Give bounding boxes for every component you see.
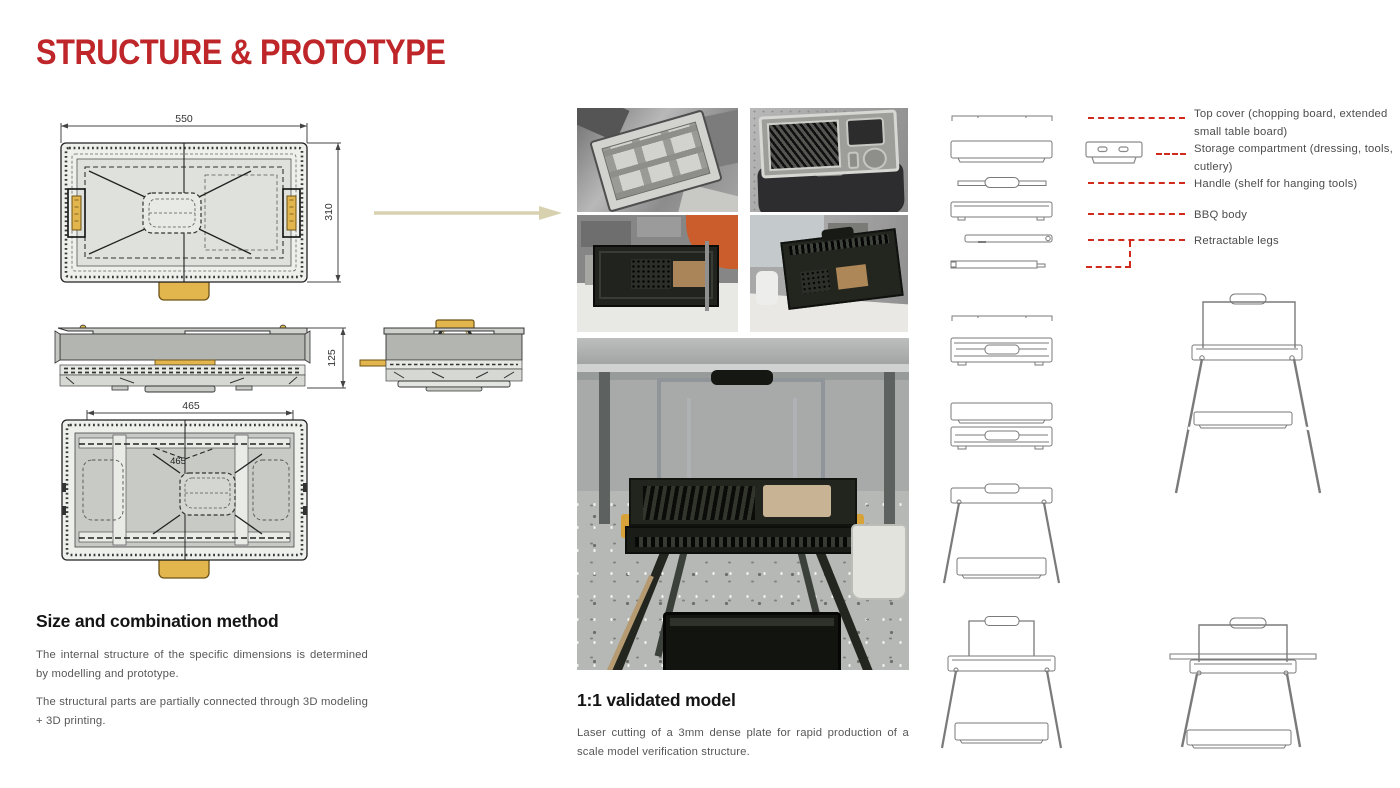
table-leg (884, 372, 895, 524)
chrome-rod (705, 241, 709, 311)
storage-compartment-icon (1084, 139, 1148, 167)
leader-line-storage (1156, 153, 1186, 155)
handle-frame (657, 378, 825, 478)
end-view-body (360, 320, 524, 391)
board-recess (846, 117, 885, 147)
cardboard-panel (673, 261, 707, 287)
skewer-rod (687, 398, 691, 480)
part-top-cover (952, 116, 1052, 121)
black-case (593, 245, 719, 307)
black-case (780, 228, 903, 310)
step-handle-raised (942, 617, 1061, 749)
legend-label-legs: Retractable legs (1194, 235, 1279, 247)
final-assembly-column (1158, 288, 1400, 773)
round-recess (862, 147, 887, 170)
photo-lasercut-parts (577, 108, 738, 212)
step-legs-extended (944, 484, 1059, 583)
leader-line-top-cover (1088, 117, 1185, 119)
leader-line-handle (1088, 182, 1185, 184)
table-top (577, 338, 909, 364)
page-title: STRUCTURE & PROTOTYPE (36, 33, 446, 72)
size-method-paragraph-1: The internal structure of the specific dimensions is determined by modelling and prototype. (36, 649, 368, 681)
top-view-body (61, 143, 307, 300)
legend-label-storage: Storage compartment (dressing, tools, cutlery) (1194, 143, 1393, 173)
cardboard-panel (836, 264, 868, 289)
photo-model-angle (750, 215, 908, 332)
drawing-bottom-view (55, 398, 355, 593)
dim-label-125: 125 (326, 349, 338, 367)
dim-label-550: 550 (175, 113, 193, 125)
flow-arrow-icon (372, 204, 564, 222)
photo-clutter (581, 221, 631, 247)
bottom-view-body (62, 420, 307, 578)
section-heading-size-method: Size and combination method (36, 611, 279, 631)
vent-row (635, 537, 853, 547)
drawing-end-view (358, 312, 533, 407)
photo-validated-model (577, 338, 909, 670)
part-tray (965, 235, 1052, 242)
table-leg (599, 372, 610, 524)
part-handle (958, 178, 1046, 188)
photo-model-top (750, 108, 908, 212)
chopping-board (763, 485, 831, 517)
dimension-550 (61, 123, 307, 143)
grill-surface (767, 119, 841, 171)
part-storage-compartment (951, 141, 1052, 162)
step-cover-on-body (951, 316, 1052, 365)
leader-connector-horizontal (1086, 266, 1131, 268)
part-bbq-body (951, 202, 1052, 220)
legend-label-top-cover: Top cover (chopping board, extended small table board) (1194, 108, 1388, 138)
skewer-rod (793, 398, 797, 480)
bbq-prototype (625, 374, 863, 664)
validated-model-paragraph: Laser cutting of a 3mm dense plate for rapid production of a scale model verification structure. (577, 727, 909, 759)
leader-connector-vertical (1129, 241, 1131, 267)
dim-label-465: 465 (182, 400, 200, 412)
size-method-paragraph-2: The structural parts are partially connected through 3D modeling + 3D printing. (36, 696, 368, 728)
photo-model-rear (577, 215, 738, 332)
step-storage-on-body (951, 403, 1052, 449)
dim-label-310: 310 (323, 203, 335, 221)
dim-label-465-inner: 465 (170, 456, 186, 467)
grill-grate (643, 486, 755, 520)
tool-slot (847, 151, 859, 169)
part-base-plate (951, 261, 1045, 268)
stand-full-height (1176, 294, 1320, 493)
leader-line-bbq-body (1088, 213, 1185, 215)
vent-holes (800, 269, 830, 294)
legend-label-handle: Handle (shelf for hanging tools) (1194, 178, 1358, 190)
drawing-top-view (55, 105, 355, 305)
bbq-body-top (629, 478, 857, 526)
bbq-body-front (625, 526, 861, 554)
exploded-assembly-column (938, 105, 1070, 765)
leader-line-legs (1088, 239, 1185, 241)
legend-label-bbq-body: BBQ body (1194, 209, 1248, 221)
photo-clutter (637, 217, 681, 237)
vent-holes (631, 259, 671, 289)
side-view-body (55, 325, 310, 392)
tray-rim (670, 618, 834, 626)
handle-grip (711, 370, 773, 385)
white-cylinder (756, 271, 778, 305)
stand-with-extended-board (1170, 618, 1316, 748)
ash-tray (663, 612, 841, 670)
model-top-plate (758, 109, 899, 178)
white-bucket (851, 524, 907, 600)
section-heading-validated-model: 1:1 validated model (577, 690, 736, 710)
